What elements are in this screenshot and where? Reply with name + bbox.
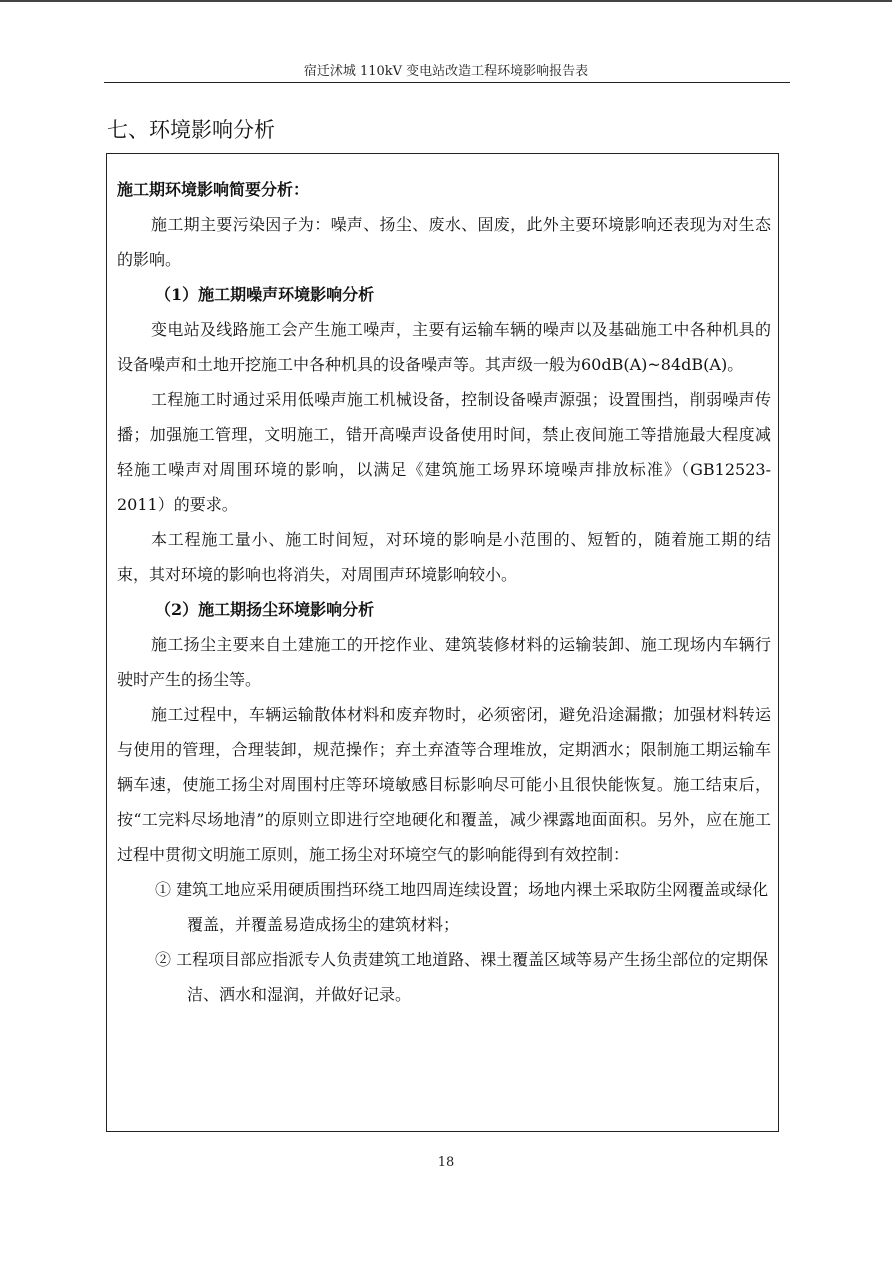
document-header-title: 宿迁沭城 110kV 变电站改造工程环境影响报告表 — [303, 64, 589, 79]
noise-analysis-title: （1）施工期噪声环境影响分析 — [155, 285, 375, 304]
page-number: 18 — [437, 1155, 455, 1170]
header-divider — [104, 82, 790, 83]
page-top-border — [0, 0, 892, 2]
dust-paragraph-2: 施工过程中，车辆运输散体材料和废弃物时，必须密闭，避免沿途漏撒；加强材料转运与使用的管理，合理装卸，规范操作；弃土弃渣等合理堆放，定期洒水；限制施工期运输车辆车速，使施工扬尘对周围村庄等环境敏感目标影响尽可能小且很快能恢复。施工结束后，按“工完料尽场地清”的原则立即进行空地硬化和覆盖，减少裸露地面面积。另外，应在施工过程中贯彻文明施工原则，施工扬尘对环境空气的影响能得到有效控制： — [117, 705, 771, 864]
noise-paragraph-3: 本工程施工量小、施工时间短，对环境的影响是小范围的、短暂的，随着施工期的结束，其对环境的影响也将消失，对周围声环境影响较小。 — [117, 530, 771, 584]
analysis-content — [117, 172, 771, 1012]
dust-measure-item-1: ① 建筑工地应采用硬质围挡环绕工地四周连续设置；场地内裸土采取防尘网覆盖或绿化覆盖，并覆盖易造成扬尘的建筑材料； — [155, 880, 769, 934]
noise-paragraph-2: 工程施工时通过采用低噪声施工机械设备，控制设备噪声源强；设置围挡，削弱噪声传播；加强施工管理，文明施工，错开高噪声设备使用时间，禁止夜间施工等措施最大程度减轻施工噪声对周围环境的影响，以满足《建筑施工场界环境噪声排放标准》（GB12523-2011）的要求。 — [117, 390, 771, 514]
dust-analysis-title: （2）施工期扬尘环境影响分析 — [155, 600, 375, 619]
noise-paragraph-1: 变电站及线路施工会产生施工噪声，主要有运输车辆的噪声以及基础施工中各种机具的设备噪声和土地开挖施工中各种机具的设备噪声等。其声级一般为60dB(A)~84dB(A)。 — [117, 320, 771, 374]
analysis-content-box — [106, 153, 779, 1132]
dust-measure-item-2: ② 工程项目部应指派专人负责建筑工地道路、裸土覆盖区域等易产生扬尘部位的定期保洁、洒水和湿润，并做好记录。 — [155, 950, 769, 1004]
dust-paragraph-1: 施工扬尘主要来自土建施工的开挖作业、建筑装修材料的运输装卸、施工现场内车辆行驶时产生的扬尘等。 — [117, 635, 771, 689]
section-title: 七、环境影响分析 — [107, 118, 275, 142]
construction-analysis-heading: 施工期环境影响简要分析： — [117, 180, 310, 199]
intro-paragraph: 施工期主要污染因子为：噪声、扬尘、废水、固废，此外主要环境影响还表现为对生态的影响。 — [117, 215, 771, 269]
